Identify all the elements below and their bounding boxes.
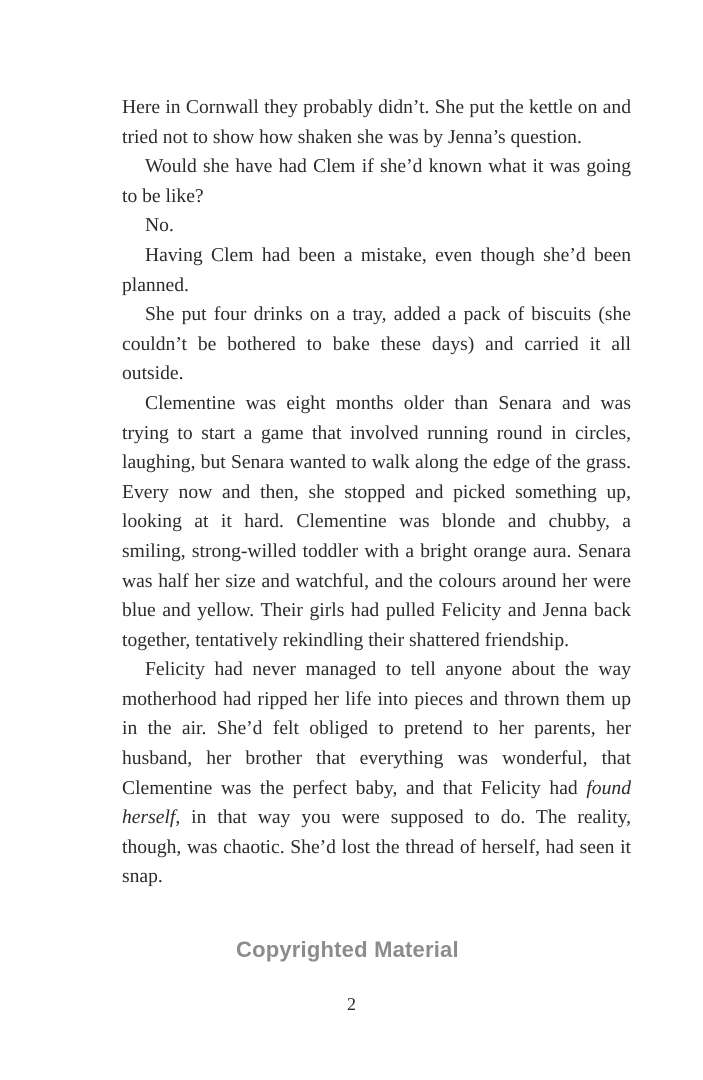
paragraph-7-start: Felicity had never managed to tell anyone about the way motherhood had ripped her life into pieces and thrown them up in the air. She’d felt obliged to pretend to her parents, her husband, her brother that everything was wonderful, that Clementine was the perfect baby, and that Felicity had (122, 659, 631, 799)
page-number: 2 (347, 994, 356, 1014)
italic-phrase: found herself (122, 777, 631, 829)
paragraph-5: She put four drinks on a tray, added a pack of biscuits (she couldn’t be bothered to bake these days) and carried it all outside. (122, 304, 631, 385)
paragraph-4: Having Clem had been a mistake, even though she’d been planned. (122, 244, 631, 296)
paragraph-3: No. (145, 215, 174, 237)
paragraph-2: Would she have had Clem if she’d known what it was going to be like? (122, 156, 631, 207)
paragraph-1: Here in Cornwall they probably didn’t. She put the kettle on and tried not to show how shaken she was by Jenna’s question. (122, 97, 631, 148)
paragraph-7-end: , in that way you were supposed to do. The reality, though, was chaotic. She’d lost the thread of herself, had seen it snap. (122, 807, 631, 888)
paragraph-7 (122, 655, 631, 892)
page-body (122, 93, 631, 892)
copyright-watermark: Copyrighted Material (236, 937, 459, 962)
paragraph-6: Clementine was eight months older than Senara and was trying to start a game that involved running round in circles, laughing, but Senara wanted to walk along the edge of the grass. Every now and then, she stopped and picked something up, looking at it hard. Clementine was blonde and chubby, a smiling, strong-willed toddler with a bright orange aura. Senara was half her size and watchful, and the colours around her were blue and yellow. Their girls had pulled Felicity and Jenna back together, tentatively rekindling their shattered friendship. (122, 392, 631, 651)
